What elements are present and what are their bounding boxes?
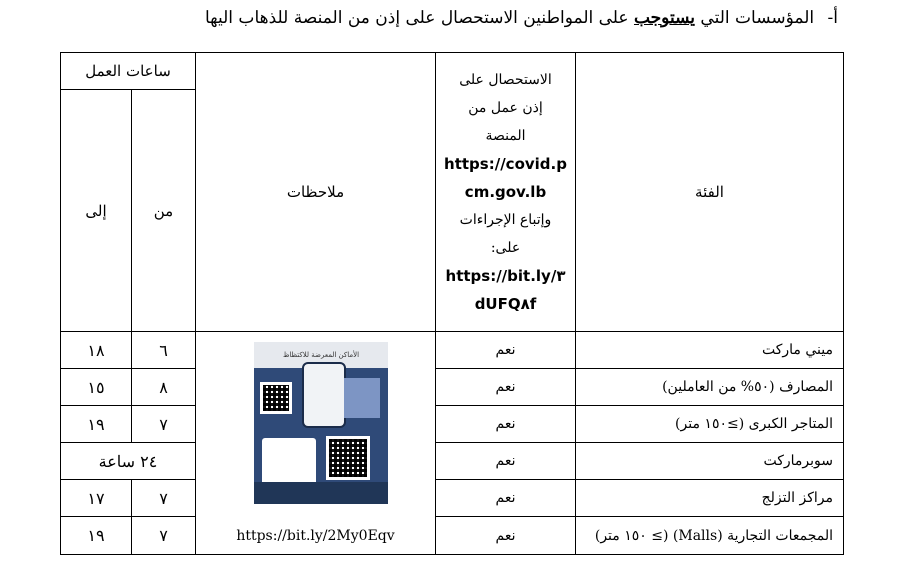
section-heading	[62, 8, 838, 28]
heading-part2: على المواطنين الاستحصال على إذن من المنصة للذهاب اليها	[204, 8, 629, 28]
heading-emphasis: يستوجب	[633, 8, 695, 28]
row-hours: ٢٤ ساعة	[61, 443, 196, 480]
row-platform: نعم	[436, 332, 576, 369]
row-to: ١٧	[61, 480, 132, 517]
row-category: سوبرماركت	[576, 443, 844, 480]
qr-poster-image	[254, 342, 388, 504]
table-row	[61, 517, 844, 555]
row-from: ٦	[132, 332, 196, 369]
heading-part1: المؤسسات التي	[700, 8, 815, 28]
row-from: ٧	[132, 406, 196, 443]
row-category: مراكز التزلج	[576, 480, 844, 517]
section-marker: أ-	[827, 8, 838, 28]
row-category: المتاجر الكبرى (≥١٥٠ متر)	[576, 406, 844, 443]
platform-line: إذن عمل من	[468, 100, 543, 116]
platform-url-line[interactable]: https://bit.ly/٣	[445, 267, 566, 285]
notes-link[interactable]: https://bit.ly/2My0Eqv	[236, 528, 395, 544]
row-to: ١٥	[61, 369, 132, 406]
notes-cell	[196, 332, 436, 555]
header-notes: ملاحظات	[196, 53, 436, 332]
platform-url-line[interactable]: https://covid.p	[444, 155, 567, 173]
row-platform: نعم	[436, 443, 576, 480]
row-category: ميني ماركت	[576, 332, 844, 369]
table-row	[61, 332, 844, 369]
row-platform: نعم	[436, 480, 576, 517]
row-from: ٧	[132, 480, 196, 517]
poster-strip	[254, 482, 388, 504]
row-category: المجمعات التجارية (Malls) (≥ ١٥٠ متر)	[576, 517, 844, 555]
header-to: إلى	[61, 90, 132, 332]
row-platform: نعم	[436, 406, 576, 443]
row-from: ٨	[132, 369, 196, 406]
platform-url-line[interactable]: cm.gov.lb	[464, 183, 547, 201]
institutions-table	[60, 52, 844, 555]
platform-line: الاستحصال على	[459, 72, 552, 88]
table-row	[61, 480, 844, 517]
platform-line: المنصة	[485, 128, 526, 144]
poster-card	[262, 438, 316, 488]
qr-code-icon	[326, 436, 370, 480]
header-from: من	[132, 90, 196, 332]
platform-line: وإتباع الإجراءات	[459, 212, 552, 228]
row-to: ١٨	[61, 332, 132, 369]
header-hours: ساعات العمل	[61, 53, 196, 90]
row-to: ١٩	[61, 406, 132, 443]
table-row	[61, 406, 844, 443]
row-platform: نعم	[436, 517, 576, 555]
row-from: ٧	[132, 517, 196, 555]
platform-line: على:	[490, 240, 521, 256]
header-category: الفئة	[576, 53, 844, 332]
row-platform: نعم	[436, 369, 576, 406]
platform-url-line[interactable]: dUFQ٨f	[474, 295, 537, 313]
row-category: المصارف (٥٠% من العاملين)	[576, 369, 844, 406]
qr-code-icon	[260, 382, 292, 414]
poster-panel	[344, 378, 380, 418]
row-to: ١٩	[61, 517, 132, 555]
table-row	[61, 369, 844, 406]
poster-caption: الأماكن المعرضة للاكتظاظ	[254, 342, 388, 368]
header-platform	[436, 53, 576, 332]
table-row	[61, 443, 844, 480]
phone-icon	[302, 362, 346, 428]
